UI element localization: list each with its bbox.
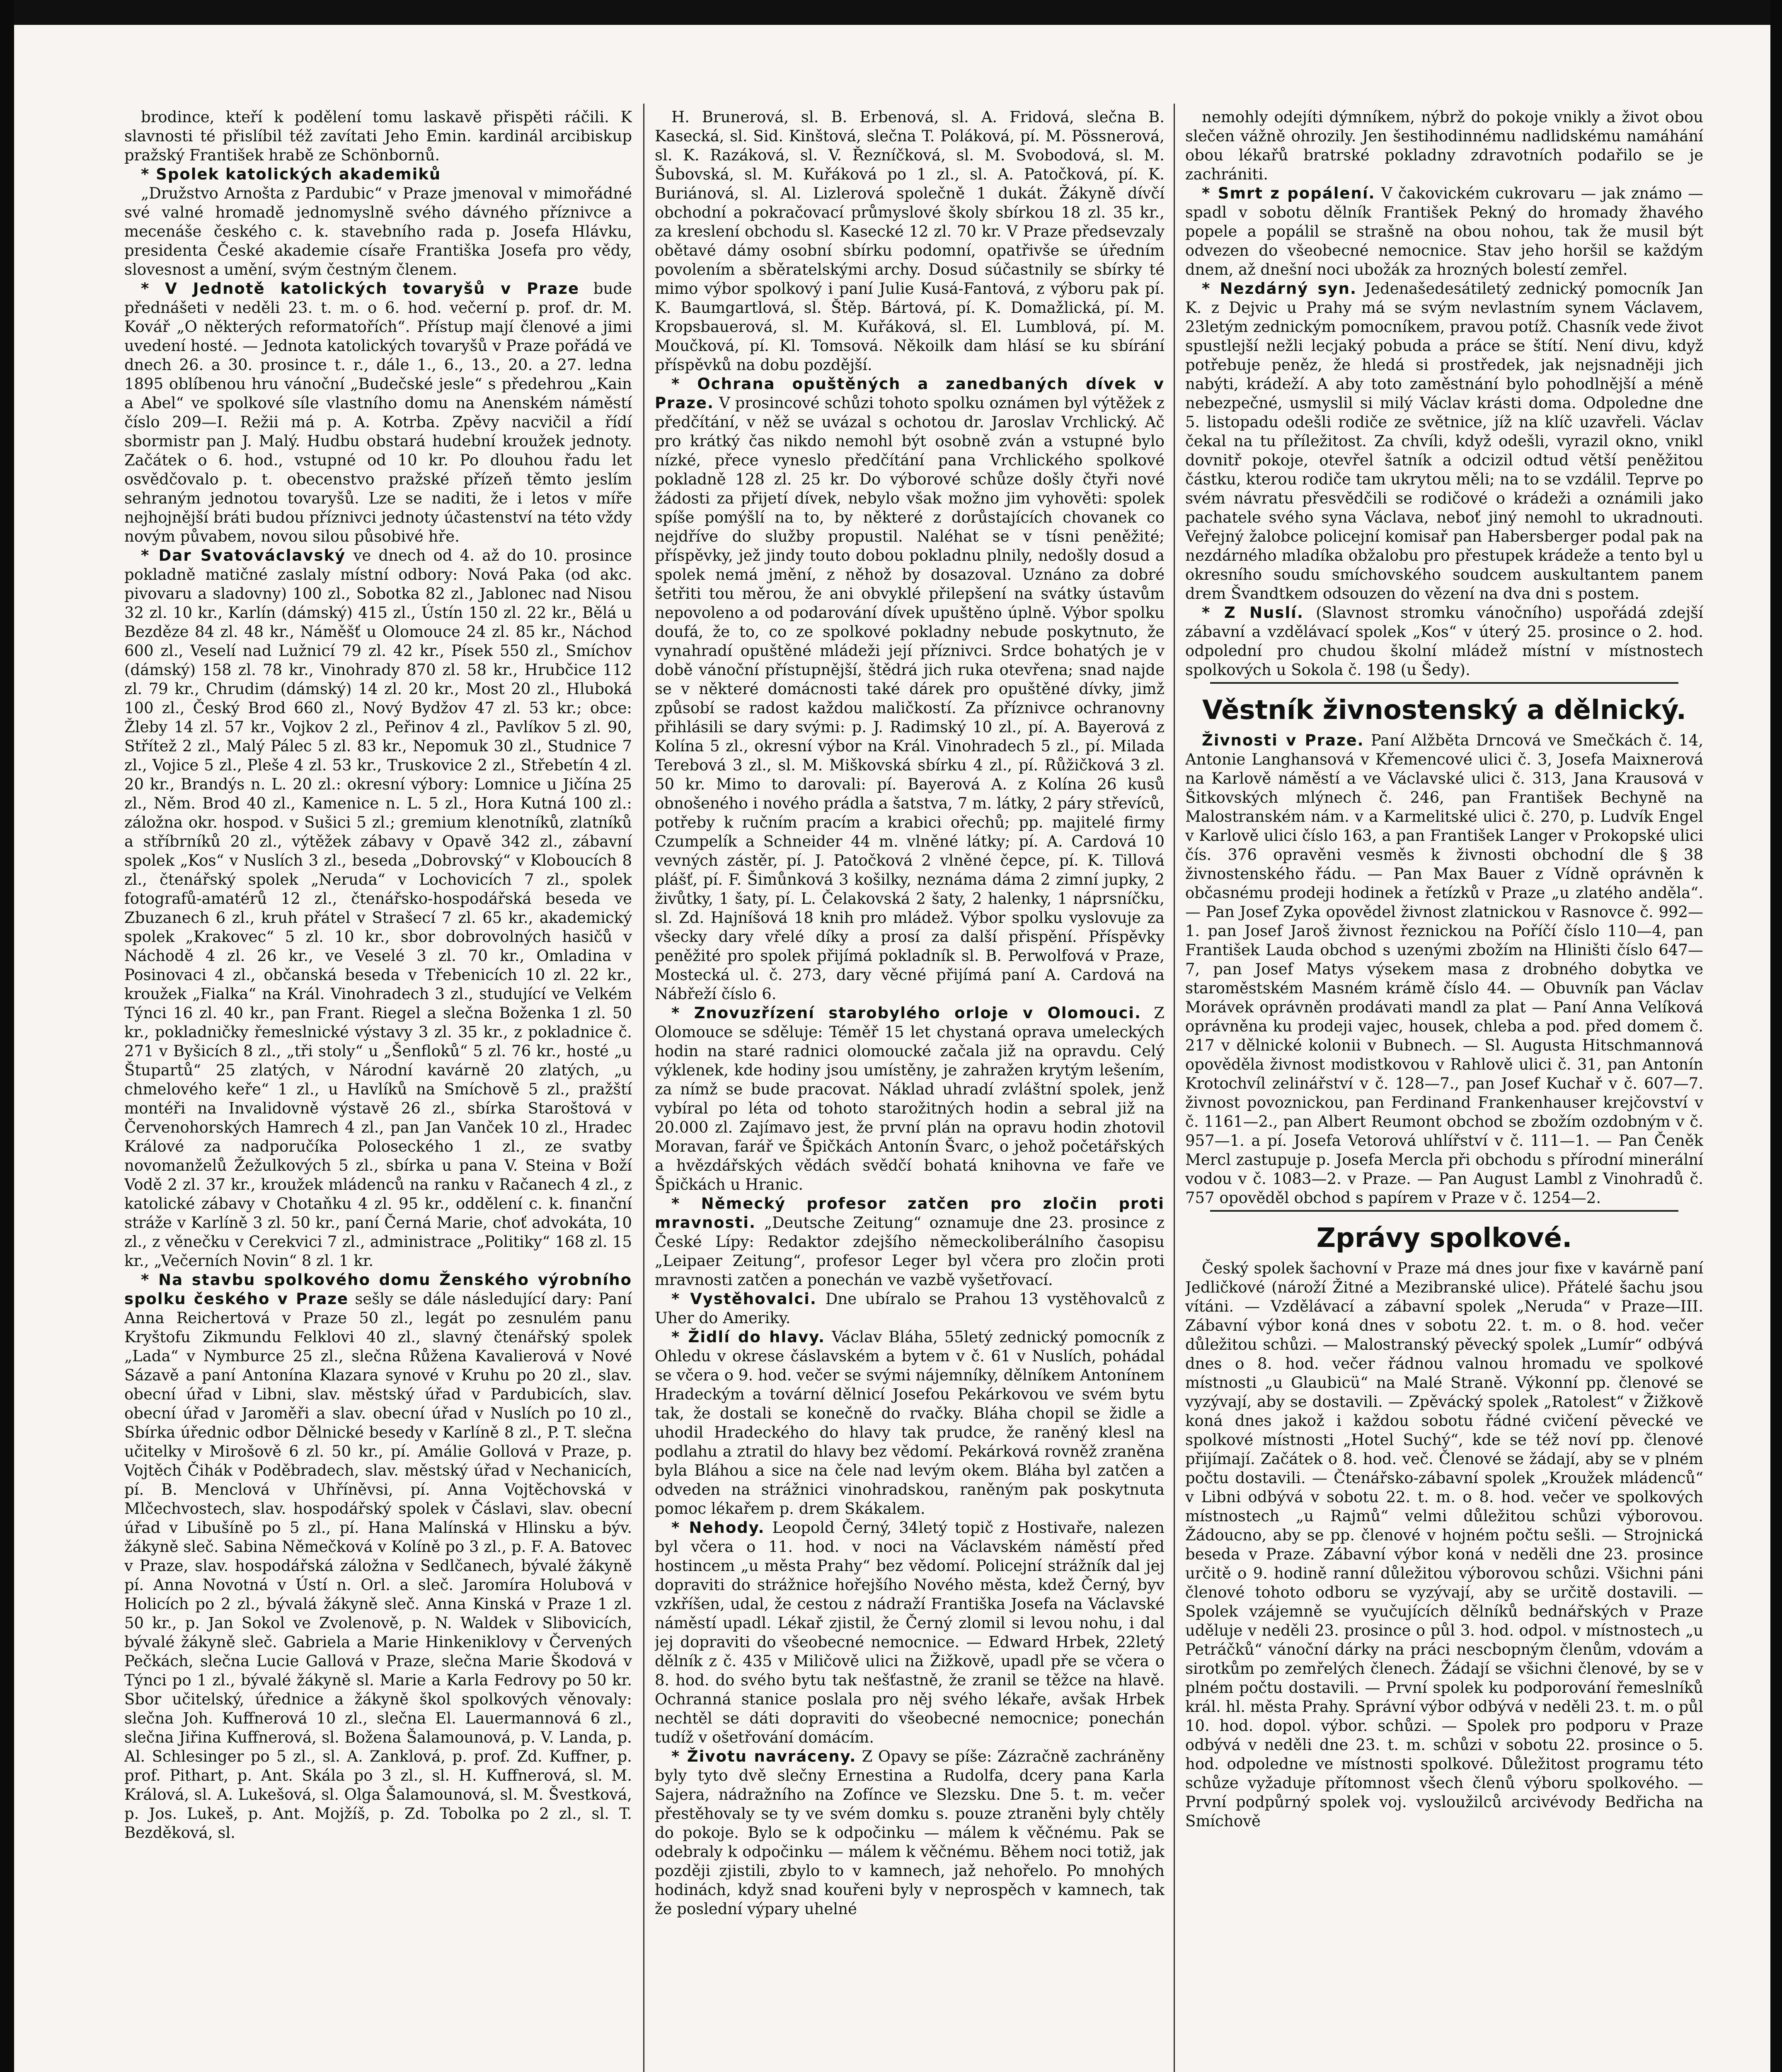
article-continuation: nemohly odejíti dýmníkem, nýbrž do pokoje vnikly a život obou slečen vážně ohrozily. Jen šestihodinnému nadlidskému namáhání obou lékařů bratrské pokladny zdravotních podařilo se je zachrániti. xyxy=(1185,108,1703,183)
article-continuation: brodince, kteří k podělení tomu laskavě přispěti ráčili. K slavnosti té přislíbil též zavítati Jeho Emin. kardinál arcibiskup pražský František hrabě ze Schönbornů. xyxy=(124,108,632,164)
article xyxy=(124,546,632,1271)
article-body: Český spolek šachovní v Praze má dnes jour fixe v kavárně paní Jedličkové (nároží Žitné a Mezibranské ulice). Přátelé šachu jsou vítáni. — Vzdělávací a zábavní spolek „Neruda“ v Praze—III. Zábavní výbor koná dnes v sobotu 22. t. m. o 8. hod. večer důležitou schůzi. — Malostranský pěvecký spolek „Lumír“ odbývá dnes o 8. hod. večer řádnou valnou hromadu ve spolkové místnosti „u Glaubicü“ na Malé Straně. Výkonní pp. členové se vyzývají, aby se dostavili. — Zpěvácký spolek „Ratolest“ v Žižkově koná dnes jakož i každou sobotu řádné cvičení pěvecké ve spolkové místnosti „Hotel Suchý“, kde se též noví pp. členové přijímají. Začátek o 8. hod. več. Členové se žádají, aby se v plném počtu dostavili. — Čtenářsko-zábavní spolek „Kroužek mládenců“ v Libni odbývá v sobotu 22. t. m. o 8. hod. večer ve spolkových místnostech „u Rajmů“ velmi důležitou schůzi výborovou. Žádoucno, aby se pp. členové v hojném počtu sešli. — Strojnická beseda v Praze. Zábavní výbor koná v neděli dne 23. prosince určitě o 9. hodině ranní důležitou výborovou schůzi. Všichni páni členové tohoto odboru se vyzývají, aby se určitě dostavili. — Spolek vzájemně se vyučujících dělníků bednářských v Praze uděluje v neděli 23. prosince o půl 3. hod. odpol. v místnostech „u Petráčků“ vánoční dárky na práci nescbopným členům, vdovám a sirotkům po zemřelých členech. Žádají se všichni členové, by se v plném počtu dostavili. — První spolek ku podporování řemeslníků král. hl. města Prahy. Správní výbor odbývá v neděli 23. t. m. o půl 10. hod. dopol. výbor. schůzi. — Spolek pro podporu v Praze odbývá v neděli dne 23. t. m. schůzi v sobotu 22. prosince o 5. hod. odpoledne ve místnosti spolkové. Důležitost programu této schůze vyžaduje přítomnost všech členů výboru spolkového. — První podpůrný spolek voj. vysloužilců arcivévody Bedřicha na Smíchově xyxy=(1185,1259,1703,1830)
article-heading: * Z Nuslí. xyxy=(1202,604,1304,622)
section-heading-trade: Věstník živnostenský a dělnický. xyxy=(1202,695,1686,726)
article-continuation: H. Brunerová, sl. B. Erbenová, sl. A. Fridová, slečna B. Kasecká, sl. Sid. Kinštová, slečna T. Poláková, pí. M. Pössnerová, sl. K. Razáková, sl. V. Řezníčková, sl. M. Svobodová, sl. M. Šubovská, sl. M. Kuřáková po 1 zl., sl. A. Patočková, pí. K. Buriánová, sl. Al. Lizlerová společně 1 dukát. Žákyně dívčí obchodní a pokračovací průmyslové školy sbírkou 18 zl. 35 kr., za kreslení obchodu sl. Kasecké 12 zl. 70 kr. V Praze předsevzaly obětavé dámy osobní sbírku podomní, opatřivše se úředním povolením a sběratelskými archy. Dosud súčastnily se sbírky té mimo výbor spolkový i paní Julie Kusá-Fantová, z výboru pak pí. K. Baumgartlová, sl. Štěp. Bártová, pí. K. Domažlická, pí. M. Kropsbauerová, sl. M. Kuřáková, sl. El. Lumblová, pí. M. Moučková, pí. Kl. Tomsová. Někoilk dam hlásí se ku sbírání příspěvků na dobu pozdější. xyxy=(655,108,1165,374)
article-heading: * Na stavbu spolkového domu Ženského výrobního spolku českého v Praze xyxy=(124,1271,632,1308)
column-divider xyxy=(1174,104,1175,2072)
scan-border-left xyxy=(0,0,14,2072)
article xyxy=(655,1747,1165,1919)
article-heading: * Spolek katolických akademiků xyxy=(141,165,441,183)
article xyxy=(655,1194,1165,1290)
article xyxy=(655,375,1165,1004)
article xyxy=(655,1290,1165,1328)
article-body: ve dnech od 4. až do 10. prosince pokladně matičné zaslaly místní odbory: Nová Paka (od akc. pivovaru a sladovny) 100 zl., Sobotka 82 zl., Jablonec nad Nisou 32 zl. 10 kr., Karlín (dámský) 415 zl., Ústín 150 zl. 22 kr., Bělá u Bezděze 84 zl. 48 kr., Náměšť u Olomouce 24 zl. 85 kr., Náchod 600 zl., Veselí nad Lužnicí 79 zl. 42 kr., Písek 550 zl., Smíchov (dámský) 158 zl. 78 kr., Vinohrady 870 zl. 58 kr., Hrubčice 112 zl. 79 kr., Chrudim (dámský) 14 zl. 20 kr., Most 20 zl., Hluboká 100 zl., Český Brod 660 zl., Nový Bydžov 47 zl. 53 kr.; obce: Žleby 14 zl. 57 kr., Vojkov 2 zl., Peřinov 4 zl., Pavlíkov 5 zl. 90, Střítež 2 zl., Malý Pálec 5 zl. 83 kr., Nepomuk 30 zl., Studnice 7 zl., Vojice 5 zl., Pleše 4 zl. 53 kr., Truskovice 2 zl., Střebetín 4 zl. 20 kr., Brandýs n. L. 20 zl.: okresní výbory: Lomnice u Jičína 25 zl., Něm. Brod 40 zl., Kamenice n. L. 5 zl., Hora Kutná 100 zl.: záložna okr. hospod. v Sušici 5 zl.; gremium klenotníků, zlatníků a stříbrníků 20 zl., výtěžek zábavy v Opavě 342 zl., zábavní spolek „Kos“ v Nuslích 3 zl., beseda „Dobrovský“ v Kloboucích 8 zl., čtenářský spolek „Neruda“ v Lochovicích 7 zl., spolek fotografů-amatérů 12 zl., čtenářsko-hospodářská beseda ve Zbuzanech 6 zl., kruh přátel v Strašecí 7 zl. 65 kr., akademický spolek „Krakovec“ 5 zl. 10 kr., sbor dobrovolných hasičů v Náchodě 4 zl. 26 kr., ve Veselé 3 zl. 70 kr., Omladina v Posinovaci 4 zl., občanská beseda v Třebenicích 10 zl. 22 kr., kroužek „Fialka“ na Král. Vinohradech 3 zl., studující ve Velkém Týnci 16 zl. 40 kr., pan Frant. Riegel a slečna Boženka 1 zl. 50 kr., pokladničky řemeslnické výstavy 3 zl. 35 kr., z pokladnice č. 271 v Byšicích 8 zl., „tři stoly“ u „Šenfloků“ 5 zl. 76 kr., hosté „u Štupartů“ 25 zlatých, v Národní kavárně 20 zlatých, „u chmelového keře“ 1 zl., u Havlíků na Smíchově 5 zl., pražští montéři na Invalidovně výstavě 26 zl., sbírka Staroštová v Červenohorských Hamrech 4 zl., pan Jan Vanček 10 zl., Hradec Králové za nadporučíka Poloseckého 1 zl., ze svatby novomanželů Žežulkových 5 zl., sbírka u pana V. Steina v Boží Vodě 2 zl. 37 kr., kroužek mládenců na ranku v Račanech 4 zl., z katolické zábavy v Chotaňku 4 zl. 95 kr., oddělení c. k. finanční stráže v Karlíně 3 zl. 50 kr., paní Černá Marie, choť advokáta, 10 zl., z věnečku v Cerekvici 7 zl., administrace „Politiky“ 168 zl. 15 kr., „Večerních Novin“ 8 zl. 1 kr. xyxy=(124,547,632,1270)
article-heading: * Židlí do hlavy. xyxy=(671,1328,826,1346)
article-heading: * V Jednotě katolických tovaryšů v Praze xyxy=(141,280,580,298)
column-2 xyxy=(655,108,1165,2072)
scan-border-right xyxy=(1770,0,1782,2072)
article-body: Z Opavy se píše: Zázračně zachráněny byly tyto dvě slečny Ernestina a Rudolfa, dcery pana Karla Sajera, nádražního na Zofínce ve Slezsku. Dne 5. t. m. večer přestěhovaly se ty ve svém domku s. pouze ztraněni byly chtěly do pokoje. Bylo se k odpočinku — málem k věčnému. Pak se odebraly k odpočinku — málem k věčnému. Během noci totiž, jak později zjistili, zbylo to v kamnech, jaž nehořelo. Po mnohých hodinách, když snad kouřeni byly v neprospěch v kamnech, tak že poslední výpary uhelné xyxy=(655,1748,1165,1918)
article-body: „Družstvo Arnošta z Pardubic“ v Praze jmenoval v mimořádné své valné hromadě jednomyslně svého dávného příznivce a mecenáše českého c. k. stavebního rada p. Josefa Hlávku, presidenta České akademie císaře Františka Josefa pro vědy, slovesnost a umění, svým čestným členem. xyxy=(124,184,632,278)
article-body: Leopold Černý, 34letý topič z Hostivaře, nalezen byl včera o 11. hod. v noci na Václavském náměstí před hostincem „u města Prahy“ bez vědomí. Policejní strážník dal jej dopraviti do strážnice hořejšího Nového města, kdež Černý, byv vzkříšen, udal, že cestou z nádraží Františka Josefa na Václavské náměstí upadl. Lékař zjistil, že Černý zlomil si levou nohu, i dal jej dopraviti do všeobecné nemocnice. — Edward Hrbek, 22letý dělník z č. 435 v Miličově ulici na Žižkově, upadl pře se včera o 8. hod. do svého bytu tak nešťastně, že zranil se těžce na hlavě. Ochranná stanice poslala pro něj svého lékaře, avšak Hrbek nechtěl se dáti dopraviti do všeobecné nemocnice; ponechán tudíž v ošetřování domácím. xyxy=(655,1519,1165,1746)
article xyxy=(124,279,632,546)
article xyxy=(124,165,632,184)
article-heading: * Nehody. xyxy=(671,1519,765,1537)
article-body: sešly se dále následující dary: Paní Anna Reichertová v Praze 50 zl., legát po zesnulém panu Kryštofu Zikmundu Felklovi 40 zl., slavný čtenářský spolek „Lada“ v Nymburce 25 zl., slečna Růžena Kavalierová v Nové Sázavě a paní Antonína Klazara synové v Kruhu po 20 zl., slav. obecní úřad v Libni, slav. městský úřad v Pardubicích, slav. obecní úřad v Jaroměři a slav. obecní úřad v Nuslích po 10 zl., Sbírka úřednic odbor Dělnické besedy v Karlíně 8 zl., P. T. slečna učitelky v Mirošově 6 zl. 50 kr., pí. Amálie Gollová v Praze, p. Vojtěch Čihák v Poděbradech, slav. městský úřad v Nechanicích, pí. B. Menclová v Uhříněvsi, pí. Anna Vojtěchovská v Mlčechvostech, slav. hospodářský spolek v Čáslavi, slav. obecní úřad v Libušíně po 5 zl., pí. Hana Malínská v Hlinsku a býv. žákyně sleč. Sabina Němečková v Kolíně po 3 zl., p. F. A. Batovec v Praze, slav. hospodářská záložna v Sedlčanech, bývalé žákyně pí. Anna Novotná v Ústí n. Orl. a sleč. Jaromíra Holubová v Holicích po 2 zl., bývalá žákyně sleč. Anna Kinská v Praze 1 zl. 50 kr., p. Jan Sokol ve Zvolenově, p. N. Waldek v Slibovicích, bývalé žákyně sleč. Gabriela a Marie Hinkeniklovy v Červených Pečkách, slečna Lucie Gallová v Praze, slečna Marie Škodová v Týnci po 1 zl., bývalé žákyně sl. Marie a Karla Fedrovy po 50 kr. Sbor učitelský, úřednice a žákyně škol spolkových věnovaly: slečna Joh. Kuffnerová 10 zl., slečna El. Lauermannová 6 zl., slečna Jiřina Kuffnerová, sl. Božena Šalamounová, p. V. Landa, p. Al. Schlesinger po 5 zl., sl. A. Zanklová, p. prof. Zd. Kuffner, p. prof. Pithart, p. Ant. Skála po 3 zl., sl. H. Kuffnerová, sl. M. Králová, sl. A. Lukešová, sl. Olga Šalamounová, sl. M. Švestková, p. Jos. Lukeš, p. Ant. Mojžíš, p. Zd. Tobolka po 2 zl., sl. T. Bezděková, sl. xyxy=(124,1290,632,1842)
article xyxy=(1185,731,1703,1208)
article-body: Václav Bláha, 55letý zednický pomocník z Ohledu v okrese čáslavském a bytem v č. 61 v Nuslích, pohádal se včera o 9. hod. večer se svými nájemníky, dělníkem Antonínem Hradeckým a tovární dělnicí Josefou Pekárkovou ve svém bytu tak, že dostali se konečně do rvačky. Bláha chopil se židle a uhodil Hradeckého do hlavy tak prudce, že raněný klesl na podlahu a ztratil do hlavy bez vědomí. Pekárková rovněž zraněna byla Bláhou a sice na čele nad levým okem. Bláha byl zatčen a odveden na strážnici vinohradskou, raněným pak poskytnuta pomoc lékařem p. drem Skákalem. xyxy=(655,1328,1165,1518)
article-body: „Deutsche Zeitung“ oznamuje dne 23. prosince z České Lípy: Redaktor zdejšího německoliberálního časopisu „Leipaer Zeitung“, profesor Leger byl včera pro zločin proti mravnosti zatčen a ponechán ve vazbě vyšetřovací. xyxy=(655,1214,1165,1289)
article-body: Jedenašedesátiletý zednický pomocník Jan K. z Dejvic u Prahy má se svým nevlastním synem Václavem, 23letým zednickým pomocníkem, pravou potíž. Chasník vede život spustlejší nežli lecjaký pobuda a práce se štítí. Není divu, když potřebuje peněz, že hledá si prostředek, jak nejsnadněji jich nabýti, krádeží. A aby toto zaměstnání bylo pohodlnější a méně nebezpečné, usmyslil si milý Václav krásti doma. Odpoledne dne 5. listopadu odešli rodiče ze světnice, jíž na klíč uzavřeli. Václav čekal na tu příležitost. Za chvíli, když odešli, vyrazil okno, vnikl dovnitř pokoje, otevřel šatník a odcizil odtud větší peněžitou částku, kterou rodiče tam ukrytou měli; na to se vzdálil. Teprve po svém návratu přesvědčili se rodičové o krádeži a oznámili jako pachatele svého syna Václava, neboť jiný nemohl to ukradnouti. Veřejný žalobce policejní komisař pan Habersberger podal pak na nezdárného mladíka obžalobu pro přestupek krádeže a tento byl u okresního soudu smíchovského soudcem auskultantem panem drem Švandtkem odsouzen do vězení na dva dni s postem. xyxy=(1185,280,1703,603)
article-heading: * Smrt z popálení. xyxy=(1202,184,1375,202)
article-heading: * Znovuzřízení starobylého orloje v Olomouci. xyxy=(671,1004,1142,1022)
article-body: Dne ubíralo se Prahou 13 vystěhovalců z Uher do Ameriky. xyxy=(655,1290,1165,1327)
column-3 xyxy=(1185,108,1703,2072)
article-body: V prosincové schůzi tohoto spolku oznámen byl výtěžek z předčítání, v něž se uvázal s ochotou dr. Jaroslav Vrchlický. Ač pro krátký čas nikdo nemohl být osobně zván a vstupné bylo nízké, přece vyneslo předčítání pana Vrchlického spolkové pokladně 128 zl. 25 kr. Do výborové schůze došly čtyři nové žádosti za přijetí dívek, nebylo však možno jim vyhověti: spolek spíše pomýšlí na to, by některé z dorůstajících chovanek co nejdříve do služby propustil. Naléhat se v tísni peněžité; příspěvky, jež jindy touto dobou pokladnu plnily, nedošly dosud a spolek nemá jmění, z něhož by dosazoval. Uznáno za dobré šetřiti tou měrou, že ani obvyklé přilepšení na svátky ústavům nepovoleno a od podarování dívek upuštěno úplně. Výbor spolku doufá, že to, co ze spolkové pokladny nebude poskytnuto, že vynahradí opuštěné mládeži její příznivci. Srdce bohatých je v době vánoční přístupnější, štědrá jich ruka otevřena; snad najde se v některé domácnosti také dárek pro opuštěné dívky, jimž způsobí se radost každou maličkostí. Za příznivce ochranovny přihlásili se dary svými: p. J. Radimský 10 zl., pí. A. Bayerová z Kolína 5 zl., okresní výbor na Král. Vinohradech 5 zl., pí. Milada Terebová 3 zl., sl. M. Miškovská sbírku 4 zl., pí. Růžičková 3 zl. 50 kr. Mimo to darovali: pí. Bayerová A. z Kolína 26 kusů obnošeného i nového prádla a šatstva, 7 m. látky, 2 páry střevíců, potřeby k ručním pracím a krabici ořechů; pp. majitelé firmy Czumpelík a Schneider 44 m. vlněné látky; pí. A. Cardová 10 vevných zástěr, pí. J. Patočková 2 vlněné čepce, pí. K. Tillová plášť, pí. F. Šimůnková 3 košilky, neznáma dáma 2 zimní jupky, 2 živůtky, 1 šaty, pí. L. Čelakovská 2 šaty, 2 halenky, 1 náprsníčku, sl. Zd. Hajníšová 18 knih pro mládež. Výbor spolku vyslovuje za všecky dary vřelé díky a prosí za další přispění. Příspěvky peněžité pro spolek přijímá pokladník sl. B. Perwolfová v Praze, Mostecká ul. č. 273, dary věcné přijímá paní A. Cardová na Nábřeží číslo 6. xyxy=(655,394,1165,1003)
article xyxy=(1185,184,1703,279)
column-divider xyxy=(643,104,644,2072)
article-heading: * Dar Svatováclavský xyxy=(141,547,346,564)
article-heading: Živnosti v Praze. xyxy=(1202,731,1364,749)
article-body: Paní Alžběta Drncová ve Smečkách č. 14, Antonie Langhansová v Křemencové ulici č. 3, Josefa Maixnerová na Karlově náměstí a ve Václavské ulici č. 313, Jana Krausová v Šitkovských mlýnech č. 246, pan František Bechyně na Malostranském nám. v a Karmelitské ulici č. 270, p. Ludvík Engel v Karlově ulici číslo 163, a pan František Langer v Prokopské ulici čís. 376 opravěni vesměs k živnosti obchodní dle § 38 živnostenského řádu. — Pan Max Bauer z Vídně oprávněn k občasnému prodeji hodinek a řetízků v Praze „u zlatého anděla“. — Pan Josef Zyka opovědel živnost zlatnickou v Rasnovce č. 992—1. pan Josef Jaroš živnost řeznickou na Poříčí číslo 110—4, pan František Lauda obchod s uzenými zbožím na Hliništi číslo 647—7, pan Josef Matys výsekem masa z drobného dobytka ve staroměstském Masném krámě číslo 44. — Obuvník pan Václav Morávek oprávněn prodávati mandl za plat — Paní Anna Velíková oprávněna ku prodeji vajec, housek, chleba a pod. před domem č. 217 v dělnické kolonii v Bubnech. — Sl. Augusta Hitschmannová opověděla živnost modistkovou v Rahlově ulici č. 31, pan Antonín Krotochvíl zelinářství v č. 128—7., pan Josef Kuchař v č. 607—7. živnost povoznickou, pan Ferdinand Frankenhauser krejčovství v č. 1161—2., pan Albert Reumont obchod se zbožím ozdobným v č. 957—1. a pí. Josefa Vetorová uhlířství v č. 111—1. — Pan Čeněk Mercl zastupuje p. Josefa Mercla při obchodu s přírodní minerální vodou v č. 1083—2. v Praze. — Pan August Lambl z Vinohradů č. 757 opověděl obchod s papírem v Praze v č. 1254—2. xyxy=(1185,731,1703,1207)
article xyxy=(655,1518,1165,1747)
section-rule xyxy=(1210,1210,1678,1212)
article xyxy=(655,1004,1165,1194)
article xyxy=(655,1328,1165,1518)
section-rule xyxy=(1210,682,1678,684)
article-heading: * Německý profesor zatčen pro zločin proti mravnosti. xyxy=(655,1195,1165,1232)
section-heading-societies: Zprávy spolkové. xyxy=(1316,1223,1572,1254)
article-body: V čakovickém cukrovaru — jak známo — spadl v sobotu dělník František Pekný do hromady žhavého popele a popálil se strašně na obou nohou, tak že musil být odvezen do všeobecné nemocnice. Stav jeho horšil se každým dnem, až dnešní noci ubožák za hrozných bolestí zemřel. xyxy=(1185,184,1703,278)
column-1 xyxy=(124,108,632,2072)
article-heading: * Vystěhovalci. xyxy=(671,1290,817,1308)
scan-border-top xyxy=(0,0,1782,25)
article-heading: * Nezdárný syn. xyxy=(1202,280,1357,298)
article-heading: * Životu navráceny. xyxy=(671,1748,857,1765)
article-body: Z Olomouce se sděluje: Téměř 15 let chystaná oprava umeleckých hodin na staré radnici olomoucké začala již na opravdu. Celý výklenek, kde hodiny jsou umístěny, je zahražen krytým lešením, za nímž se bude pracovat. Náklad uhradí zvláštní spolek, jenž vybíral po léta od tohoto starožitných hodin a sebral již na 20.000 zl. Zajímavo jest, že první plán na opravu hodin zhotovil Moravan, farář ve Špičkách Antonín Švarc, o jehož početářských a hvězdářských vědách svědčí bohatá knihovna ve faře ve Špičkách u Hranic. xyxy=(655,1004,1165,1193)
article xyxy=(1185,279,1703,603)
article-heading: * Ochrana opuštěných a zanedbaných dívek v Praze. xyxy=(655,375,1165,412)
article xyxy=(1185,603,1703,680)
article-body: bude přednášeti v neděli 23. t. m. o 6. hod. večerní p. prof. dr. M. Kovář „O některých reformatořích“. Přístup mají členové a jimi uvedení hosté. — Jednota katolických tovaryšů v Praze pořádá ve dnech 26. a 30. prosince t. r., dále 1., 6., 13., 20. a 27. ledna 1895 oblíbenou hru vánoční „Budečské jesle“ s předehrou „Kain a Abel“ ve spolkové síle vlastního domu na Anenském náměstí číslo 209—I. Režii má p. A. Kotrba. Zpěvy nacvičil a řídí sbormistr pan J. Malý. Hudbu obstará hudební kroužek jednoty. Začátek o 6. hod., vstupné od 10 kr. Po dlouhou řadu let osvědčovalo p. t. obecenstvo pražské přízeň těmto jeslím sehraným jednotou tovaryšů. Lze se naditi, že i letos v míře nejhojnější bráti budou příznivci jednoty účastenství na této vždy novým půvabem, novou silou působivé hře. xyxy=(124,280,632,545)
article-body: (Slavnost stromku vánočního) uspořádá zdejší zábavní a vzdělávací spolek „Kos“ v úterý 25. prosince o 2. hod. odpolední pro chudou školní mládež místní v místnostech spolkových u Sokola č. 198 (u Šedy). xyxy=(1185,604,1703,679)
article xyxy=(124,1271,632,1842)
